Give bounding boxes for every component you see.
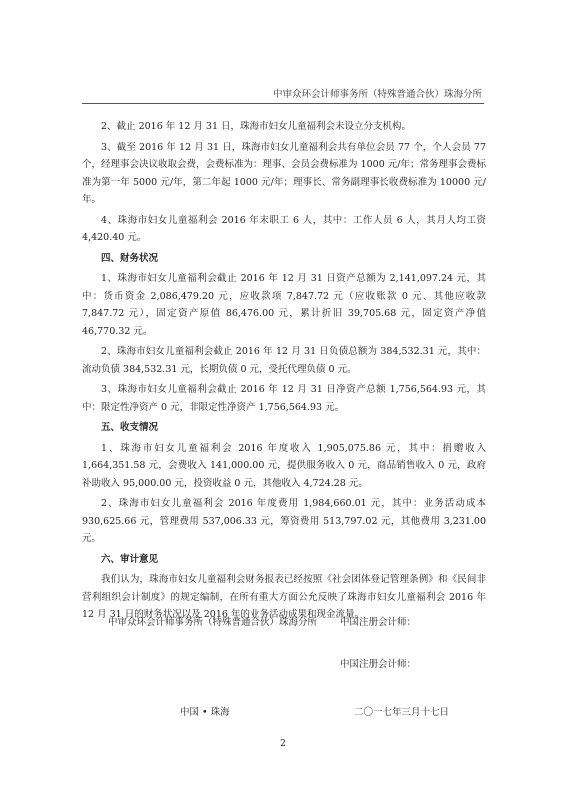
paragraph-branch: 2、截止 2016 年 12 月 31 日，珠海市妇女儿童福利会未设立分支机构。 [101, 121, 412, 132]
signature-cpa-2: 中国注册会计师： [340, 659, 417, 670]
section-heading-financial-status: 四、财务状况 [101, 252, 159, 264]
signature-date: 二〇一七年三月十七日 [354, 707, 450, 718]
paragraph-staff: 4、珠海市妇女儿童福利会 2016 年末职工 6 人，其中：工作人员 6 人，其月人均工资 4,420.40 元。 [82, 214, 486, 243]
paragraph-expenses: 2、珠海市妇女儿童福利会 2016 年度费用 1,984,660.01 元，其中：业务活动成本 930,625.66 元，管理费用 537,006.33 元，筹资费用 513,797.02 元，其他费用 3,231.00 元。 [82, 498, 486, 544]
header-divider [82, 103, 484, 104]
page-header: 中审众环会计师事务所（特殊普通合伙）珠海分所 [272, 89, 482, 100]
signature-place: 中国 • 珠海 [180, 707, 230, 718]
page-number: 2 [280, 739, 286, 749]
paragraph-assets: 1、珠海市妇女儿童福利会截止 2016 年 12 月 31 日资产总额为 2,141,097.24 元，其中：货币资金 2,086,479.20 元，应收款项 7,847.72 元（应收账款 0 元、其他应收款 7,847.72 元），固定资产原值 86,476.00 元，累计折旧 39,705.68 元，固定资产净值 46,770.32 元。 [82, 273, 486, 337]
paragraph-members: 3、截至 2016 年 12 月 31 日，珠海市妇女儿童福利会共有单位会员 77 个，个人会员 77 个，经理事会决议收取会费，会费标准为：理事、会员会费标准为 1000 元/年；常务理事会费标准为第一年 5000 元/年，第二年起 1000 元/年；理事长、常务副理事长收费标准为 10000 元/年。 [82, 141, 486, 205]
body-content [82, 118, 486, 627]
section-heading-income-expense: 五、收支情况 [101, 422, 159, 433]
paragraph-liabilities: 2、珠海市妇女儿童福利会截止 2016 年 12 月 31 日负债总额为 384,532.31 元，其中：流动负债 384,532.31 元，长期负债 0 元，受托代理负债 0 元。 [82, 346, 486, 375]
paragraph-income: 1、珠海市妇女儿童福利会 2016 年度收入 1,905,075.86 元，其中：捐赠收入 1,664,351.58 元，会费收入 141,000.00 元，提供服务收入 0 元，商品销售收入 0 元，政府补助收入 95,000.00 元，投资收益 0 元，其他收入 4,724.28 元。 [82, 442, 486, 489]
signature-cpa-1: 中国注册会计师： [340, 617, 417, 628]
paragraph-net-assets: 3、珠海市妇女儿童福利会截止 2016 年 12 月 31 日净资产总额 1,756,564.93 元，其中：限定性净资产 0 元，非限定性净资产 1,756,564.93 元。 [82, 384, 486, 413]
signature-firm: 中审众环会计师事务所（特殊普通合伙）珠海分所 [108, 617, 318, 628]
section-heading-audit-opinion: 六、审计意见 [101, 553, 159, 565]
paragraph-audit-opinion: 我们认为，珠海市妇女儿童福利会财务报表已经按照《社会团体登记管理条例》和《民间非营利组织会计制度》的规定编制，在所有重大方面公允反映了珠海市妇女儿童福利会 2016 年 12 月 31 日的财务状况以及 2016 年的业务活动成果和现金流量。 [82, 574, 486, 620]
